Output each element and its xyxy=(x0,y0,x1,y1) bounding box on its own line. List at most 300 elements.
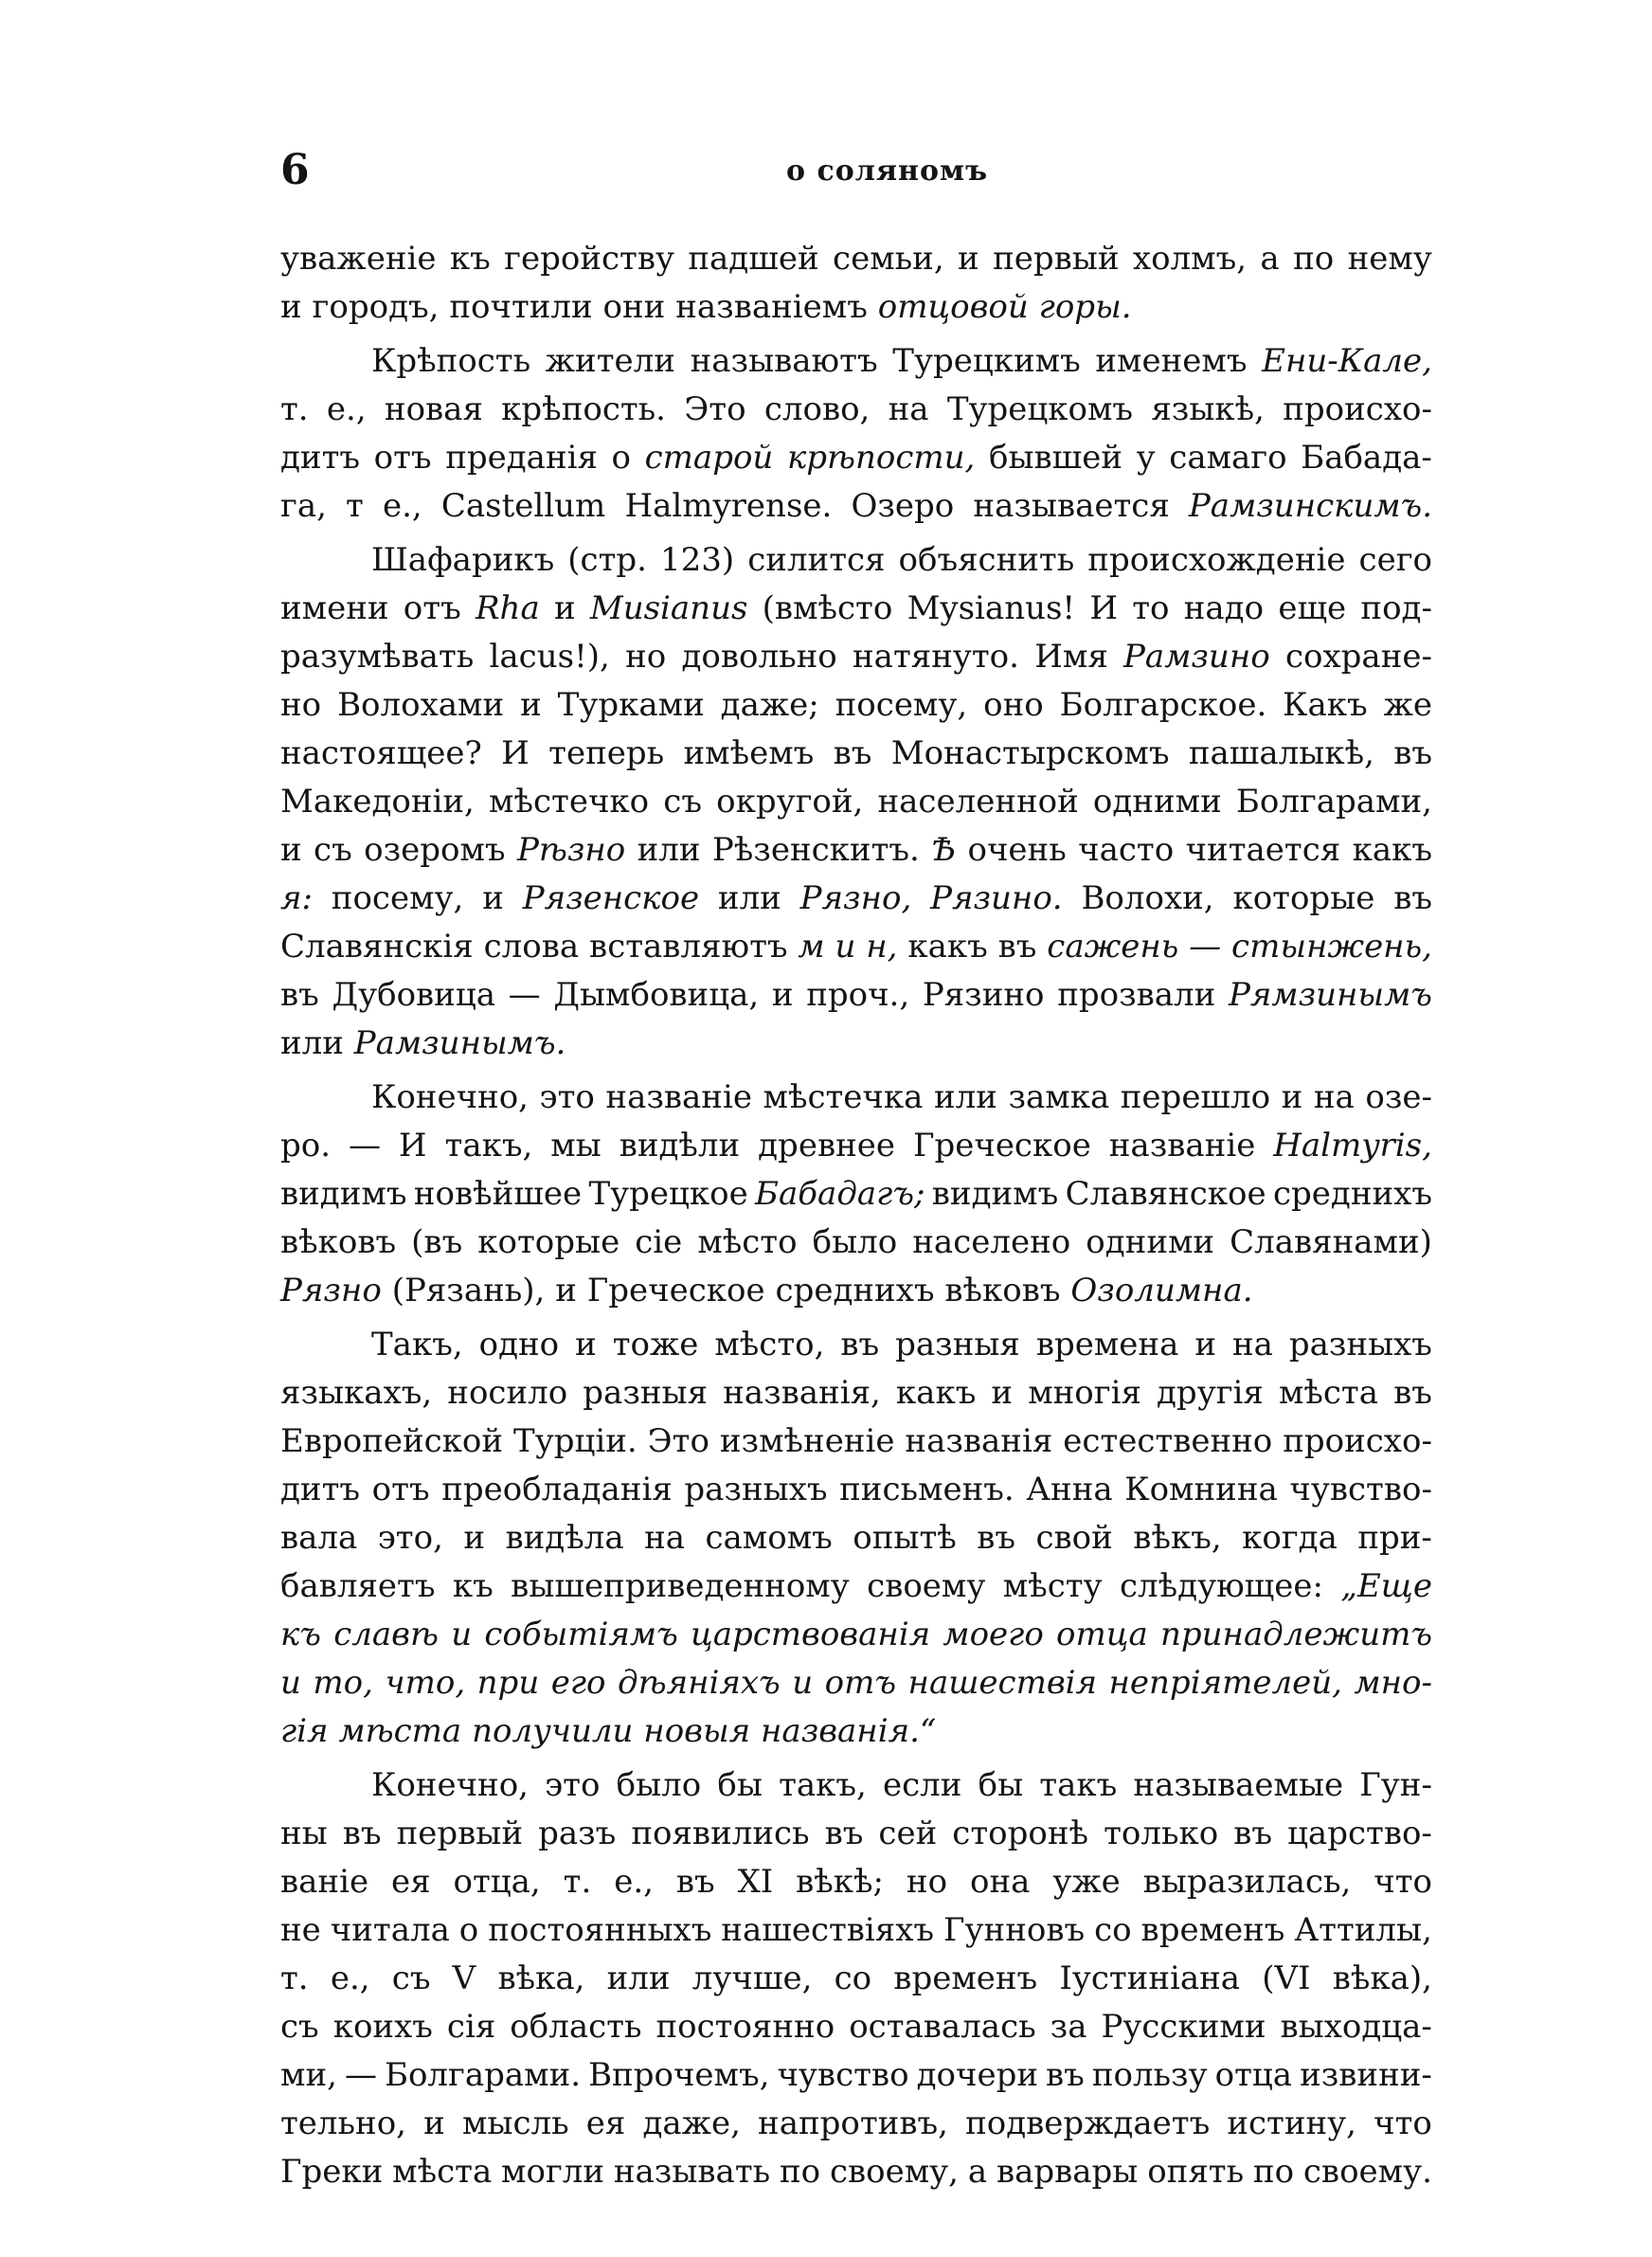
word: разныхъ xyxy=(684,1471,828,1508)
word: Анна xyxy=(1026,1471,1113,1508)
word: Конечно, xyxy=(371,1766,529,1804)
word: чувство xyxy=(777,2056,909,2094)
word: сіе xyxy=(635,1223,683,1261)
word: происхожденіе xyxy=(1087,541,1346,579)
word: сторонѣ xyxy=(952,1815,1089,1852)
word: въ xyxy=(280,976,319,1014)
word: Это xyxy=(647,1422,709,1460)
word: отъ xyxy=(373,439,432,477)
word: Болгарское. xyxy=(1059,686,1267,724)
word: которые xyxy=(1232,879,1375,917)
word: горы. xyxy=(1038,288,1132,326)
word: е., xyxy=(383,487,422,525)
word: мѣстечка xyxy=(763,1078,924,1116)
word: называемые xyxy=(1133,1766,1344,1804)
word: видимъ xyxy=(931,1175,1059,1213)
word: нашествіяхъ xyxy=(721,1911,935,1949)
word: область xyxy=(510,2008,642,2046)
word: по xyxy=(1252,2153,1295,2191)
word: даже, xyxy=(642,2104,741,2142)
word: и xyxy=(280,831,302,869)
word: Рязенское xyxy=(522,879,700,917)
word: непріятелей, xyxy=(1108,1664,1342,1702)
text-line xyxy=(280,337,1432,386)
word: что xyxy=(1374,2104,1432,2142)
word: было xyxy=(812,1223,898,1261)
word: Монастырскомъ xyxy=(890,734,1170,772)
word: озе- xyxy=(1365,1078,1432,1116)
word: мно- xyxy=(1354,1664,1432,1702)
word: прозвали xyxy=(1057,976,1216,1014)
word: вставляютъ xyxy=(589,928,788,966)
word: одними xyxy=(1092,783,1222,821)
text-line xyxy=(280,2148,1432,2196)
word: чувство- xyxy=(1289,1471,1432,1508)
word: въ xyxy=(1393,1374,1432,1412)
word: и xyxy=(958,240,979,278)
word: такъ xyxy=(1039,1766,1118,1804)
word: опять xyxy=(1147,2153,1245,2191)
word: что xyxy=(1374,1863,1432,1901)
word: сей xyxy=(878,1815,938,1852)
word: т xyxy=(346,487,364,525)
text-line xyxy=(280,633,1432,681)
text-line xyxy=(280,778,1432,826)
word: именемъ xyxy=(1095,342,1248,380)
word: времена xyxy=(1035,1326,1179,1363)
word: и xyxy=(553,589,576,627)
text-line xyxy=(280,1611,1432,1659)
word: преданія xyxy=(445,439,598,477)
text-line xyxy=(280,971,1432,1020)
word: со xyxy=(1094,1911,1132,1949)
word: Славянами) xyxy=(1230,1223,1432,1261)
word: или xyxy=(717,879,781,917)
word: сохране- xyxy=(1284,638,1432,676)
word: семьи, xyxy=(833,240,944,278)
word: мѣста xyxy=(338,1712,462,1750)
word: его xyxy=(550,1664,606,1702)
word: Озеро xyxy=(851,487,955,525)
word: Греки xyxy=(280,2153,384,2191)
text-line xyxy=(280,536,1432,585)
text-line xyxy=(280,1955,1432,2003)
word: самомъ xyxy=(705,1519,833,1557)
word: принадлежитъ xyxy=(1160,1616,1432,1653)
word: населено xyxy=(912,1223,1071,1261)
word: то xyxy=(1132,589,1170,627)
word: натянуто. xyxy=(853,638,1019,676)
word: и xyxy=(835,928,856,966)
word: проч., xyxy=(806,976,910,1014)
word: т. xyxy=(563,1863,592,1901)
word: объяснить xyxy=(898,541,1075,579)
word: уже xyxy=(1052,1863,1121,1901)
word: Рамзинскимъ. xyxy=(1188,487,1432,525)
word: такъ, xyxy=(779,1766,867,1804)
text-line xyxy=(280,1858,1432,1906)
word: разныя xyxy=(583,1374,709,1412)
word: ея xyxy=(585,2104,626,2142)
word: оно xyxy=(983,686,1044,724)
word: Македоніи, xyxy=(280,783,475,821)
word: другія xyxy=(1157,1374,1264,1412)
word: (въ xyxy=(411,1223,463,1261)
word: (Рязань), xyxy=(391,1272,546,1309)
word: замка xyxy=(1008,1078,1110,1116)
word: и xyxy=(423,2104,445,2142)
text-line xyxy=(280,1122,1432,1170)
word: посему, xyxy=(835,686,968,724)
text-line xyxy=(280,235,1432,283)
word: Ѣ xyxy=(931,831,957,869)
text-line xyxy=(280,1906,1432,1955)
word: — xyxy=(348,1127,381,1165)
word: это xyxy=(539,1078,595,1116)
word: преобладанія xyxy=(441,1471,673,1508)
word: бывшей xyxy=(988,439,1123,477)
word: Рѣзенскитъ. xyxy=(711,831,920,869)
text-line xyxy=(280,730,1432,778)
word: пользу xyxy=(1091,2056,1208,2094)
word: ро. xyxy=(280,1127,332,1165)
word: силится xyxy=(747,541,886,579)
word: ваніе xyxy=(280,1863,369,1901)
page-number: 6 xyxy=(280,146,310,194)
word: въ xyxy=(833,734,872,772)
word: въ xyxy=(997,928,1037,966)
word: XI xyxy=(737,1863,774,1901)
word: напротивъ, xyxy=(758,2104,948,2142)
word: дитъ xyxy=(280,439,361,477)
word: мы xyxy=(550,1127,602,1165)
word: и xyxy=(792,1664,814,1702)
word: Турціи. xyxy=(513,1422,637,1460)
word: среднихъ xyxy=(1272,1175,1432,1213)
word: со xyxy=(834,1959,872,1997)
word: и xyxy=(991,1374,1014,1412)
word: извини- xyxy=(1300,2056,1432,2094)
word: Турецкое xyxy=(588,1175,748,1213)
word: Рямзинымъ xyxy=(1229,976,1432,1014)
word: происхо- xyxy=(1283,390,1432,428)
text-line xyxy=(280,1369,1432,1417)
word: мѣсто xyxy=(697,1223,798,1261)
word: о xyxy=(611,439,632,477)
word: и xyxy=(520,686,542,724)
word: Рязно, xyxy=(799,879,912,917)
word: но xyxy=(906,1863,948,1901)
word: временъ xyxy=(893,1959,1038,1997)
word: разныхъ xyxy=(1288,1326,1432,1363)
word: измѣненіе xyxy=(719,1422,895,1460)
word: и xyxy=(555,1272,577,1309)
word: (стр. xyxy=(567,541,647,579)
word: они xyxy=(602,288,666,326)
word: сажень xyxy=(1047,928,1179,966)
word: имѣемъ xyxy=(683,734,815,772)
word: отца, xyxy=(453,1863,541,1901)
word: названія xyxy=(905,1422,1053,1460)
word: Турками xyxy=(557,686,705,724)
word: съ xyxy=(314,831,352,869)
word: стынжень, xyxy=(1231,928,1432,966)
text-line xyxy=(280,2003,1432,2051)
word: вѣковъ xyxy=(944,1272,1061,1309)
word: въ xyxy=(342,1815,382,1852)
word: е., xyxy=(326,390,367,428)
word: округой, xyxy=(716,783,864,821)
word: и xyxy=(575,1326,597,1363)
word: крѣпости, xyxy=(786,439,976,477)
word: и xyxy=(451,1616,473,1653)
word: или xyxy=(933,1078,997,1116)
word: царствованія xyxy=(691,1616,931,1653)
word: старой xyxy=(644,439,774,477)
word: это xyxy=(545,1766,601,1804)
word: получили xyxy=(472,1712,634,1750)
word: на xyxy=(1313,1078,1355,1116)
word: я: xyxy=(280,879,313,917)
word: „Еще xyxy=(1340,1567,1432,1605)
word: Halmyris, xyxy=(1273,1127,1432,1165)
word: Какъ xyxy=(1283,686,1368,724)
word: названіе xyxy=(605,1078,752,1116)
text-line xyxy=(280,386,1432,434)
word: бы xyxy=(717,1766,763,1804)
word: названія.“ xyxy=(761,1712,937,1750)
word: и xyxy=(1194,1326,1216,1363)
word: и xyxy=(280,288,302,326)
word: въ xyxy=(675,1863,715,1901)
word: нашествія xyxy=(907,1664,1097,1702)
word: lacus!), xyxy=(489,638,610,676)
word: — xyxy=(1189,928,1222,966)
text-line xyxy=(280,1810,1432,1858)
word: почтили xyxy=(449,288,593,326)
word: въ xyxy=(840,1326,880,1363)
word: сего xyxy=(1358,541,1432,579)
word: по xyxy=(779,2153,821,2191)
word: естественно xyxy=(1063,1422,1273,1460)
word: Греческое xyxy=(586,1272,765,1309)
word: теперь xyxy=(548,734,665,772)
word: посему, xyxy=(331,879,464,917)
word: за xyxy=(1050,2008,1087,2046)
word: въ xyxy=(1233,1815,1273,1852)
word: И xyxy=(1089,589,1118,627)
word: на xyxy=(888,390,929,428)
word: Турецкомъ xyxy=(946,390,1134,428)
word: Ени-Кале, xyxy=(1262,342,1432,380)
word: ея xyxy=(391,1863,431,1901)
word: бавляетъ xyxy=(280,1567,436,1605)
word: подверждаетъ xyxy=(965,2104,1211,2142)
word: вышеприведенному xyxy=(511,1567,850,1605)
word: тоже xyxy=(612,1326,699,1363)
word: языкѣ, xyxy=(1151,390,1265,428)
word: такъ, xyxy=(444,1127,533,1165)
word: постоянно xyxy=(655,2008,835,2046)
word: называть xyxy=(613,2153,771,2191)
word: названія, xyxy=(723,1374,881,1412)
word: отца xyxy=(1214,2056,1293,2094)
word: отца xyxy=(1056,1616,1148,1653)
word: мѣста xyxy=(392,2153,493,2191)
word: Гунновъ xyxy=(943,1911,1086,1949)
word: опытѣ xyxy=(853,1519,957,1557)
word: Аттилы, xyxy=(1294,1911,1432,1949)
word: И xyxy=(398,1127,427,1165)
word: Іустиніана xyxy=(1059,1959,1241,1997)
word: у xyxy=(1136,439,1156,477)
word: Болгарами. xyxy=(384,2056,582,2094)
word: что, xyxy=(385,1664,466,1702)
word: лучше, xyxy=(691,1959,813,1997)
text-line xyxy=(280,1514,1432,1562)
word: царство- xyxy=(1287,1815,1432,1852)
word: перешло xyxy=(1120,1078,1271,1116)
word: Рязино xyxy=(922,976,1045,1014)
word: отцовой xyxy=(877,288,1029,326)
word: въ xyxy=(1393,879,1432,917)
word: т. xyxy=(280,390,309,428)
word: вѣкѣ; xyxy=(796,1863,884,1901)
word: отъ xyxy=(824,1664,897,1702)
word: Конечно, xyxy=(371,1078,529,1116)
word: Такъ, xyxy=(371,1326,463,1363)
word: Рамзинымъ. xyxy=(353,1024,566,1062)
word: н, xyxy=(866,928,898,966)
text-line xyxy=(280,2100,1432,2148)
word: коихъ xyxy=(332,2008,433,2046)
word: Halmyrense. xyxy=(624,487,833,525)
text-line xyxy=(280,1074,1432,1122)
word: городъ, xyxy=(312,288,440,326)
word: бы xyxy=(978,1766,1024,1804)
word: если xyxy=(883,1766,962,1804)
word: видѣли xyxy=(619,1127,741,1165)
word: Rha xyxy=(475,589,540,627)
word: появились xyxy=(631,1815,810,1852)
text-line xyxy=(280,1707,1432,1756)
word: и xyxy=(280,1664,301,1702)
word: вала xyxy=(280,1519,358,1557)
word: и xyxy=(1281,1078,1303,1116)
word: — xyxy=(344,2056,377,2094)
text-line xyxy=(280,482,1432,531)
word: настоящее? xyxy=(280,734,482,772)
word: новѣйшее xyxy=(413,1175,583,1213)
word: своему. xyxy=(1302,2153,1432,2191)
word: Гун- xyxy=(1359,1766,1432,1804)
word: Крѣпость xyxy=(371,342,531,380)
word: временъ xyxy=(1140,1911,1285,1949)
word: — xyxy=(508,976,541,1014)
word: то, xyxy=(313,1664,373,1702)
word: въ xyxy=(1393,734,1432,772)
word: когда xyxy=(1242,1519,1338,1557)
word: но xyxy=(280,686,322,724)
word: Рязно xyxy=(280,1272,382,1309)
word: И xyxy=(501,734,530,772)
text-line xyxy=(280,1020,1432,1068)
word: читала xyxy=(330,1911,450,1949)
word: постоянныхъ xyxy=(488,1911,712,1949)
word: холмъ, xyxy=(1132,240,1248,278)
word: Castellum xyxy=(440,487,606,525)
word: Болгарами, xyxy=(1235,783,1432,821)
word: событіямъ xyxy=(484,1616,678,1653)
word: въ xyxy=(824,1815,864,1852)
word: своему xyxy=(867,1567,986,1605)
word: одно xyxy=(478,1326,560,1363)
word: было xyxy=(616,1766,702,1804)
word: вѣка), xyxy=(1332,1959,1432,1997)
page-header xyxy=(0,142,1652,218)
word: же xyxy=(1383,686,1432,724)
word: Это xyxy=(684,390,746,428)
body-text xyxy=(280,235,1432,2196)
running-head: о соляномъ xyxy=(786,154,989,188)
word: слѣдующее: xyxy=(1119,1567,1323,1605)
word: названіемъ xyxy=(675,288,868,326)
word: Европейской xyxy=(280,1422,504,1460)
word: и xyxy=(482,879,504,917)
word: озеромъ xyxy=(364,831,506,869)
word: отъ xyxy=(403,589,461,627)
word: первый xyxy=(993,240,1120,278)
word: Рязино. xyxy=(930,879,1063,917)
word: славѣ xyxy=(333,1616,439,1653)
word: 123) xyxy=(660,541,735,579)
word: вѣкъ, xyxy=(1133,1519,1222,1557)
text-line xyxy=(280,1219,1432,1267)
text-line xyxy=(280,1659,1432,1707)
word: истину, xyxy=(1227,2104,1356,2142)
word: выразилась, xyxy=(1142,1863,1352,1901)
word: вѣковъ xyxy=(280,1223,397,1261)
word: га, xyxy=(280,487,327,525)
word: еще xyxy=(1278,589,1347,627)
word: (VI xyxy=(1262,1959,1311,1997)
text-line xyxy=(280,585,1432,633)
word: это, xyxy=(377,1519,443,1557)
word: названіе xyxy=(1108,1127,1256,1165)
word: Славянскія xyxy=(280,928,474,966)
word: которые xyxy=(477,1223,620,1261)
word: Дымбовица, xyxy=(553,976,760,1014)
word: оставалась xyxy=(849,2008,1036,2046)
word: Впрочемъ, xyxy=(588,2056,770,2094)
word: называютъ xyxy=(690,342,878,380)
word: происхо- xyxy=(1283,1422,1432,1460)
word: варвары xyxy=(996,2153,1139,2191)
word: (вмѣсто xyxy=(762,589,893,627)
word: но xyxy=(625,638,667,676)
word: Волохи, xyxy=(1081,879,1214,917)
text-line xyxy=(280,1761,1432,1810)
text-line xyxy=(280,434,1432,482)
word: свой xyxy=(1035,1519,1113,1557)
word: языкахъ, xyxy=(280,1374,433,1412)
word: и xyxy=(771,976,794,1014)
word: разныя xyxy=(895,1326,1020,1363)
text-line xyxy=(280,1170,1432,1219)
word: геройству xyxy=(504,240,674,278)
word: она xyxy=(969,1863,1031,1901)
word: часто xyxy=(1078,831,1175,869)
